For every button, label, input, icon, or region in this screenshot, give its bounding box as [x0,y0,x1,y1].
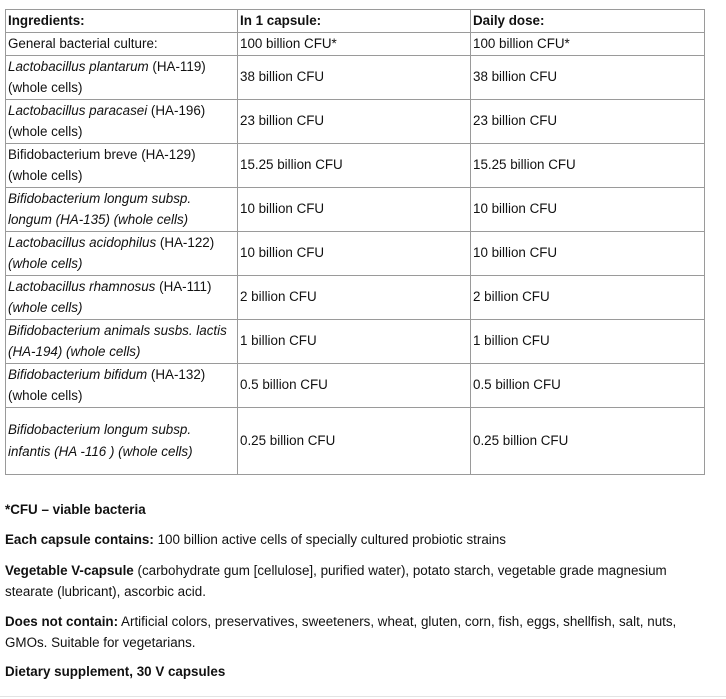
ingredient-cell [6,32,238,55]
daily-dose-cell: 1 billion CFU [471,319,705,363]
dietary-supplement-text: Dietary supplement, 30 V capsules [5,664,226,679]
vcapsule-note [5,560,705,602]
capsule-amount-cell: 23 billion CFU [238,99,471,143]
ingredient-name: Lactobacillus plantarum [8,58,149,74]
ingredient-cell [6,231,238,275]
ingredient-cell [6,407,238,474]
daily-dose-cell: 0.25 billion CFU [471,407,705,474]
capsule-amount-cell: 1 billion CFU [238,319,471,363]
vcapsule-text: (carbohydrate gum [cellulose], purified water), potato starch, vegetable grade magnesium stearate (lubricant), ascorbic acid. [5,563,667,599]
cfu-footnote [5,499,705,520]
ingredient-detail: infantis (HA -116 ) (whole cells) [8,443,193,459]
daily-dose-cell: 15.25 billion CFU [471,143,705,187]
ingredient-detail: (whole cells) [8,168,83,183]
ingredient-name: General bacterial culture: [8,35,158,51]
each-capsule-note [5,529,705,550]
bottom-divider [0,696,726,697]
ingredient-name: Bifidobacterium animals susbs. lactis [8,322,227,338]
table-row [6,99,705,143]
dietary-supplement-note [5,661,705,682]
ingredient-code: (HA-132) [147,366,206,382]
each-capsule-text: 100 billion active cells of specially cultured probiotic strains [153,532,506,547]
daily-dose-cell: 2 billion CFU [471,275,705,319]
capsule-amount-cell: 0.5 billion CFU [238,363,471,407]
table-row [6,55,705,99]
ingredient-detail: longum (HA-135) (whole cells) [8,212,189,227]
table-header-row [6,10,705,33]
ingredient-code: (HA-119) [148,58,206,74]
capsule-amount-cell: 0.25 billion CFU [238,407,471,474]
ingredient-cell [6,319,238,363]
daily-dose-cell: 10 billion CFU [471,187,705,231]
capsule-amount-cell: 10 billion CFU [238,231,471,275]
daily-dose-cell: 100 billion CFU* [471,32,705,55]
daily-dose-cell: 38 billion CFU [471,55,705,99]
ingredient-cell [6,187,238,231]
ingredient-code: (HA-122) [156,234,215,250]
daily-dose-cell: 23 billion CFU [471,99,705,143]
header-in-1-capsule: In 1 capsule: [238,10,471,33]
header-ingredients: Ingredients: [6,10,238,33]
each-capsule-label: Each capsule contains: [5,532,154,547]
table-row [6,32,705,55]
table-row [6,363,705,407]
table-row [6,319,705,363]
does-not-contain-label: Does not contain: [5,614,119,629]
ingredient-name: Bifidobacterium longum subsp. [8,422,192,437]
ingredient-detail: (whole cells) [8,388,83,403]
ingredient-cell [6,275,238,319]
does-not-contain-text: Artificial colors, preservatives, sweeteners, wheat, gluten, corn, fish, eggs, shellfish, salt, nuts, GMOs. Suitable for vegetarians. [5,614,677,650]
capsule-amount-cell: 2 billion CFU [238,275,471,319]
ingredient-name: Lactobacillus rhamnosus [8,278,156,294]
capsule-amount-cell: 100 billion CFU* [238,32,471,55]
daily-dose-cell: 10 billion CFU [471,231,705,275]
ingredient-code: (HA-196) [147,102,206,118]
ingredient-name: Bifidobacterium breve (HA-129) [8,146,196,162]
ingredient-cell [6,99,238,143]
table-row [6,407,705,474]
vcapsule-label: Vegetable V-capsule [5,563,134,578]
table-row [6,275,705,319]
does-not-contain-note [5,611,705,653]
table-row [6,187,705,231]
ingredients-table-wrapper [5,9,704,475]
table-row [6,231,705,275]
ingredients-table [5,9,705,475]
capsule-amount-cell: 38 billion CFU [238,55,471,99]
ingredient-name: Lactobacillus acidophilus [8,234,157,250]
daily-dose-cell: 0.5 billion CFU [471,363,705,407]
ingredient-detail: (whole cells) [8,300,83,315]
table-row [6,143,705,187]
ingredient-detail: (whole cells) [8,124,83,139]
header-daily-dose: Daily dose: [471,10,705,33]
ingredient-name: Lactobacillus paracasei [8,102,148,118]
ingredient-name: Bifidobacterium bifidum [8,366,148,382]
cfu-footnote-text: *CFU – viable bacteria [5,502,146,517]
ingredient-detail: (whole cells) [8,256,83,271]
capsule-amount-cell: 10 billion CFU [238,187,471,231]
ingredient-cell [6,363,238,407]
ingredient-code: (HA-111) [155,278,212,294]
ingredient-detail: (whole cells) [8,80,83,95]
ingredient-detail: (HA-194) (whole cells) [8,344,141,359]
capsule-amount-cell: 15.25 billion CFU [238,143,471,187]
ingredient-cell [6,55,238,99]
ingredient-name: Bifidobacterium longum subsp. [8,190,192,206]
ingredient-cell [6,143,238,187]
